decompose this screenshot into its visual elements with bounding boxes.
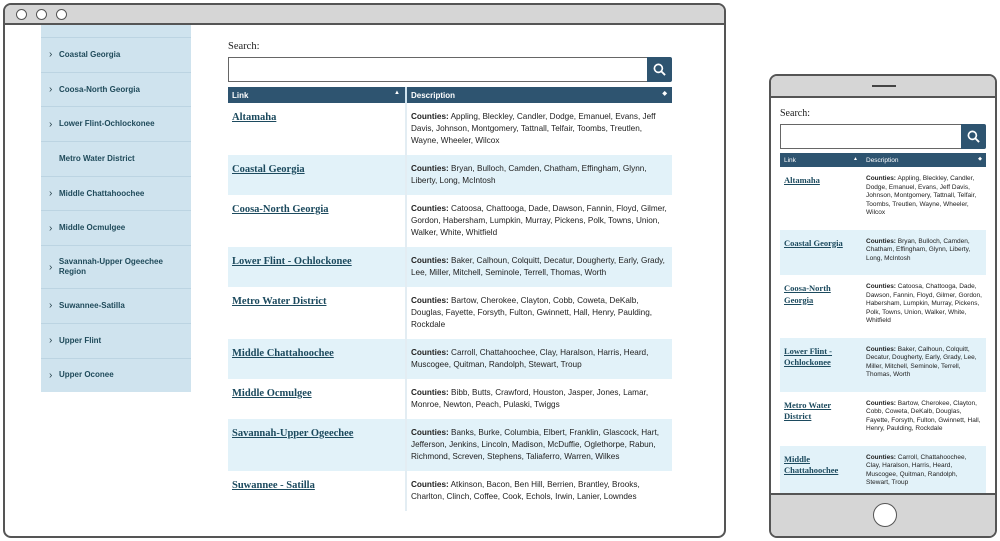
sidebar-item-coosa-north-georgia[interactable]: › Coosa-North Georgia	[41, 72, 191, 107]
phone-top-bezel	[771, 76, 995, 98]
window-close-dot[interactable]	[16, 9, 27, 20]
chevron-right-icon: ›	[49, 188, 53, 200]
description-cell: Counties: Appling, Bleckley, Candler, Dodge, Emanuel, Evans, Jeff Davis, Johnson, Montgomery, Tattnall, Telfair, Toombs, Treutlen, Wayne, Wheeler, Wilcox	[866, 175, 977, 216]
description-cell: Counties: Bryan, Bulloch, Camden, Chatham, Effingham, Glynn, Liberty, Long, McIntosh	[862, 230, 986, 276]
desktop-browser-frame	[3, 3, 726, 538]
search-label: Search:	[228, 41, 260, 52]
sidebar-item-savannah-upper-ogeechee[interactable]: › Savannah-Upper Ogeechee Region	[41, 245, 191, 288]
desktop-page	[5, 25, 724, 536]
home-button[interactable]	[873, 503, 897, 527]
table-row	[780, 446, 986, 494]
chevron-right-icon: ›	[49, 300, 53, 312]
table-row	[228, 103, 672, 155]
description-cell: Counties: Atkinson, Bacon, Ben Hill, Berrien, Brantley, Brooks, Charlton, Clinch, Coffee, Cook, Echols, Irwin, Lanier, Lowndes	[411, 480, 640, 501]
region-link[interactable]: Lower Flint - Ochlockonee	[784, 345, 833, 367]
table-row	[228, 247, 672, 287]
table-row	[228, 419, 672, 471]
mobile-device-frame	[769, 74, 997, 538]
description-cell: Counties: Catoosa, Chattooga, Dade, Dawson, Fannin, Floyd, Gilmer, Gordon, Habersham, Lumpkin, Murray, Pickens, Polk, Towns, Union, Walker, White, Whitfield	[866, 283, 982, 324]
chevron-right-icon: ›	[49, 261, 53, 273]
search-icon	[967, 130, 980, 143]
description-cell: Counties: Bibb, Butts, Crawford, Houston, Jasper, Jones, Lamar, Monroe, Newton, Peach, Pulaski, Twiggs	[411, 388, 649, 409]
description-cell: Counties: Appling, Bleckley, Candler, Dodge, Emanuel, Evans, Jeff Davis, Johnson, Montgomery, Tattnall, Telfair, Toombs, Treutlen, Wayne, Wheeler, Wilcox	[411, 112, 656, 145]
chevron-right-icon: ›	[49, 369, 53, 381]
description-cell: Counties: Bryan, Bulloch, Camden, Chatham, Effingham, Glynn, Liberty, Long, McIntosh	[406, 155, 672, 195]
sidebar-item-top[interactable]	[41, 25, 191, 37]
search-input[interactable]	[228, 57, 647, 82]
description-cell: Counties: Carroll, Chattahoochee, Clay, Haralson, Harris, Heard, Muscogee, Quitman, Randolph, Stewart, Troup	[862, 446, 986, 494]
description-cell: Counties: Carroll, Chattahoochee, Clay, Haralson, Harris, Heard, Muscogee, Quitman, Randolph, Stewart, Troup	[406, 339, 672, 379]
chevron-right-icon: ›	[49, 49, 53, 61]
region-link[interactable]: Middle Chattahoochee	[784, 453, 839, 475]
region-link[interactable]: Middle Chattahoochee	[232, 348, 334, 359]
table-row	[780, 230, 986, 276]
browser-title-bar	[5, 5, 724, 25]
description-cell: Counties: Baker, Calhoun, Colquitt, Decatur, Dougherty, Early, Grady, Lee, Miller, Mitchell, Seminole, Terrell, Thomas, Worth	[862, 338, 986, 392]
region-link[interactable]: Metro Water District	[784, 399, 832, 421]
chevron-right-icon: ›	[49, 222, 53, 234]
sidebar-item-upper-oconee[interactable]: › Upper Oconee	[41, 358, 191, 393]
region-link[interactable]: Metro Water District	[232, 296, 327, 307]
search-button[interactable]	[961, 124, 986, 149]
search-bar	[780, 124, 986, 149]
table-row	[780, 167, 986, 230]
sidebar-item-coastal-georgia[interactable]: › Coastal Georgia	[41, 37, 191, 72]
table-row	[228, 339, 672, 379]
table-row	[228, 155, 672, 195]
table-row	[228, 379, 672, 419]
region-link[interactable]: Altamaha	[784, 175, 820, 185]
table-row	[228, 471, 672, 511]
region-link[interactable]: Altamaha	[232, 112, 277, 123]
search-label: Search:	[780, 108, 810, 119]
search-icon	[653, 63, 666, 76]
column-header-link[interactable]: Link ▲	[228, 87, 406, 103]
sidebar-item-middle-chattahoochee[interactable]: › Middle Chattahoochee	[41, 176, 191, 211]
chevron-right-icon: ›	[49, 335, 53, 347]
sort-both-icon: ◆	[662, 91, 667, 97]
search-input[interactable]	[780, 124, 961, 149]
chevron-right-icon: ›	[49, 84, 53, 96]
description-cell: Counties: Baker, Calhoun, Colquitt, Decatur, Dougherty, Early, Grady, Lee, Miller, Mitchell, Seminole, Terrell, Thomas, Worth	[406, 247, 672, 287]
table-row	[780, 392, 986, 446]
table-row	[780, 338, 986, 392]
sidebar-item-upper-flint[interactable]: › Upper Flint	[41, 323, 191, 358]
table-row	[780, 275, 986, 338]
sidebar-nav	[41, 25, 191, 392]
description-cell: Counties: Bartow, Cherokee, Clayton, Cobb, Coweta, DeKalb, Douglas, Fayette, Forsyth, Fulton, Gwinnett, Hall, Henry, Paulding, Rockdale	[866, 399, 981, 432]
sidebar-item-middle-ocmulgee[interactable]: › Middle Ocmulgee	[41, 210, 191, 245]
phone-bottom-bezel	[771, 493, 995, 536]
speaker-icon	[872, 85, 896, 87]
table-row	[228, 287, 672, 339]
chevron-right-icon: ›	[49, 118, 53, 130]
region-link[interactable]: Coastal Georgia	[784, 237, 843, 248]
region-link[interactable]: Coosa-North Georgia	[784, 283, 831, 305]
region-link[interactable]: Middle Ocmulgee	[232, 388, 312, 399]
sidebar-item-lower-flint[interactable]: › Lower Flint-Ochlockonee	[41, 106, 191, 141]
table-row	[228, 195, 672, 247]
description-cell: Counties: Bartow, Cherokee, Clayton, Cobb, Coweta, DeKalb, Douglas, Fayette, Forsyth, Fulton, Gwinnett, Hall, Henry, Paulding, Rockdale	[411, 296, 653, 329]
description-cell: Counties: Banks, Burke, Columbia, Elbert, Franklin, Glascock, Hart, Jefferson, Jenkins, Lincoln, Madison, McDuffie, Oglethorpe, Rabun, Richmond, Screven, Stephens, Taliaferro, Warren, Wilkes	[406, 419, 672, 471]
sort-asc-icon: ▲	[853, 156, 858, 162]
mobile-page	[771, 98, 995, 493]
region-link[interactable]: Suwannee - Satilla	[232, 480, 315, 491]
sort-both-icon: ◆	[978, 156, 982, 162]
column-header-description[interactable]: Description ◆	[406, 87, 672, 103]
region-link[interactable]: Lower Flint - Ochlockonee	[232, 256, 352, 267]
description-cell: Counties: Catoosa, Chattooga, Dade, Dawson, Fannin, Floyd, Gilmer, Gordon, Habersham, Lumpkin, Murray, Pickens, Polk, Towns, Union, Walker, White, Whitfield	[411, 204, 667, 237]
window-maximize-dot[interactable]	[56, 9, 67, 20]
region-link[interactable]: Savannah-Upper Ogeechee	[232, 428, 354, 439]
sidebar-item-metro-water-district[interactable]: Metro Water District	[41, 141, 191, 176]
search-bar	[228, 57, 672, 82]
region-link[interactable]: Coosa-North Georgia	[232, 204, 329, 215]
main-content	[228, 25, 672, 511]
sort-asc-icon: ▲	[394, 90, 400, 96]
column-header-link[interactable]: Link ▲	[780, 153, 862, 167]
column-header-description[interactable]: Description ◆	[862, 153, 986, 167]
regions-table	[228, 87, 672, 511]
regions-table	[780, 153, 986, 493]
window-minimize-dot[interactable]	[36, 9, 47, 20]
search-button[interactable]	[647, 57, 672, 82]
sidebar-item-suwannee-satilla[interactable]: › Suwannee-Satilla	[41, 288, 191, 323]
region-link[interactable]: Coastal Georgia	[232, 164, 305, 175]
